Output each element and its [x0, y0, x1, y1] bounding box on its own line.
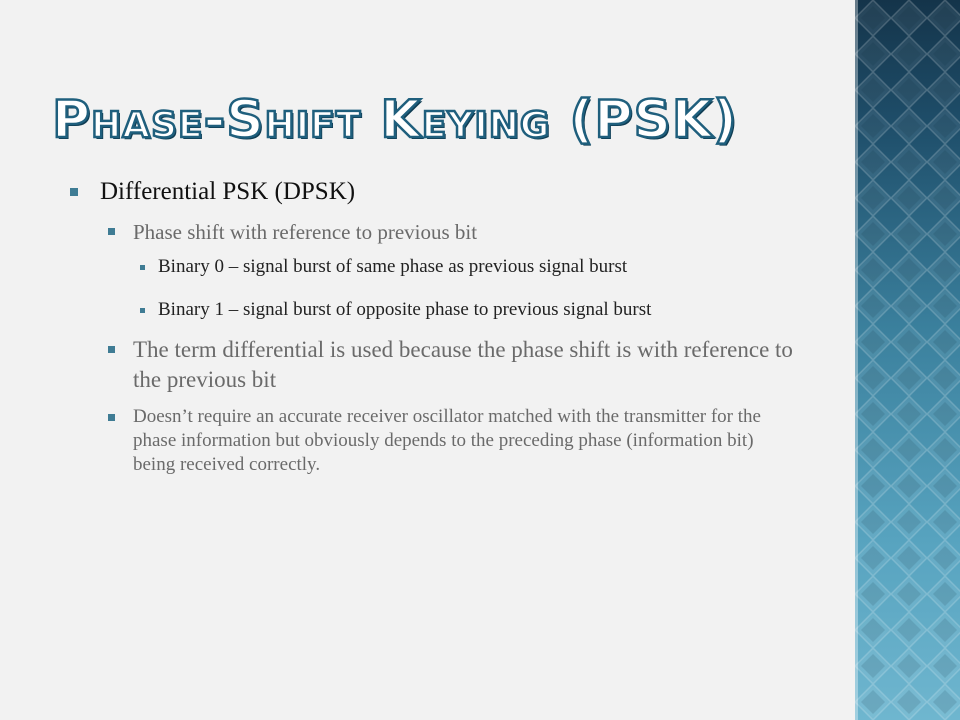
list-item-level2 [108, 405, 800, 477]
decorative-side-panel [855, 0, 960, 720]
bullet-text: Binary 0 – signal burst of same phase as previous signal burst [158, 256, 628, 277]
square-bullet-icon [108, 228, 115, 235]
list-item-level3 [140, 255, 800, 279]
square-bullet-icon [70, 188, 78, 196]
slide-title: Phase-Shift Keying (PSK) [52, 90, 738, 150]
bullet-list [70, 176, 800, 477]
bullet-text: Differential PSK (DPSK) [100, 178, 356, 205]
square-bullet-icon [108, 346, 115, 353]
list-item-level1 [70, 176, 800, 208]
list-item-level3 [140, 298, 800, 322]
square-bullet-icon [140, 265, 145, 270]
bullet-text: Binary 1 – signal burst of opposite phase to previous signal burst [158, 299, 652, 320]
diamond-pattern [855, 0, 960, 720]
bullet-text: The term differential is used because the phase shift is with reference to the previous bit [133, 337, 793, 392]
square-bullet-icon [140, 308, 145, 313]
list-item-level2 [108, 218, 800, 246]
list-item-level2 [108, 335, 800, 395]
square-bullet-icon [108, 414, 115, 421]
bullet-text: Phase shift with reference to previous bit [133, 220, 478, 244]
bullet-text: Doesn’t require an accurate receiver oscillator matched with the transmitter for the phase information but obviously depends to the preceding phase (information bit) being received correctly. [133, 406, 761, 475]
